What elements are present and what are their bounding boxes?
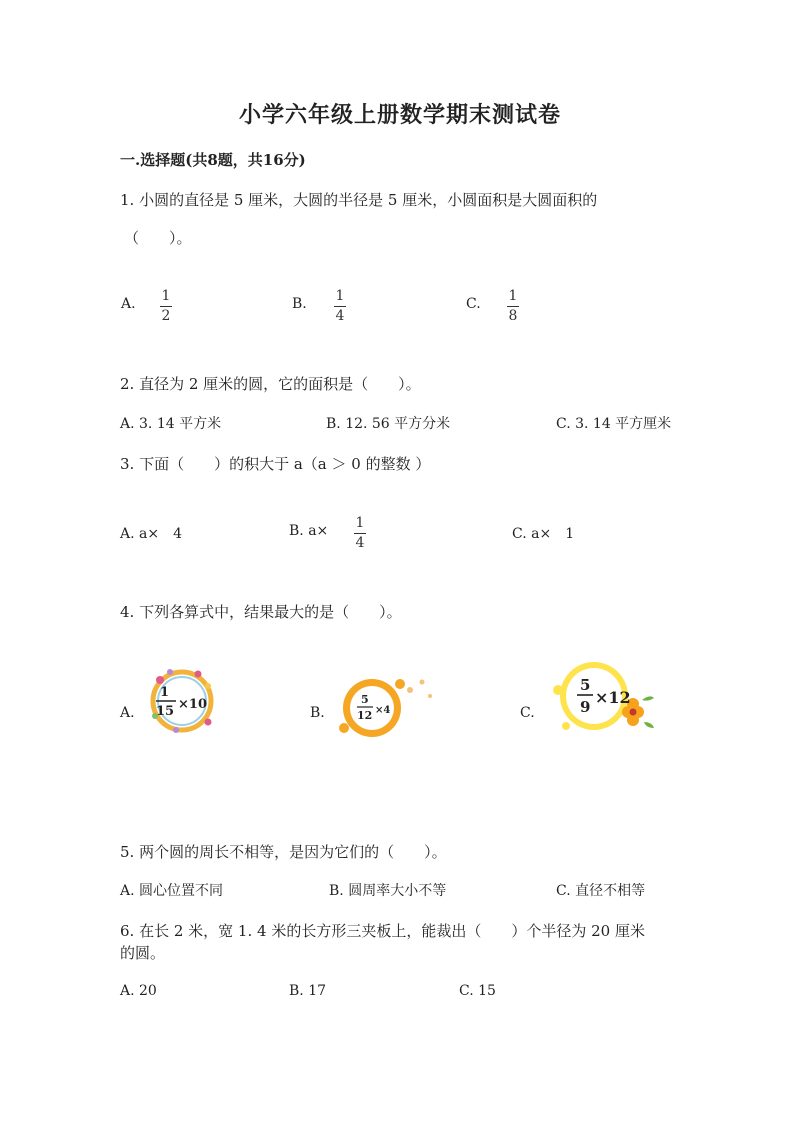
badge-a-denominator: 15	[156, 704, 175, 719]
q3-option-b-label[interactable]: B. a×	[289, 523, 329, 539]
fraction-numerator: 1	[335, 288, 345, 304]
q4-option-c-label[interactable]: C.	[520, 705, 535, 721]
fraction-bar	[160, 306, 172, 307]
question-3-text: 3. 下面（ ）的积大于 a（a ＞ 0 的整数 ）	[120, 455, 431, 473]
q1-option-a-label[interactable]: A.	[121, 296, 136, 312]
q2-option-b[interactable]: B. 12. 56 平方分米	[326, 416, 451, 432]
question-4-text: 4. 下列各算式中，结果最大的是（ ）。	[120, 603, 402, 621]
q3-option-b-fraction[interactable]	[354, 516, 366, 551]
q2-option-a[interactable]: A. 3. 14 平方米	[120, 416, 222, 432]
fraction-denominator: 4	[355, 535, 365, 551]
q3-option-a[interactable]: A. a× 4	[120, 526, 182, 542]
q4-option-b-badge[interactable]	[330, 672, 440, 742]
q6-option-a[interactable]: A. 20	[120, 983, 157, 999]
question-2-text: 2. 直径为 2 厘米的圆，它的面积是（ ）。	[120, 375, 421, 393]
q1-option-a-fraction[interactable]	[160, 289, 172, 324]
badge-c-denominator: 9	[580, 698, 591, 716]
badge-b-denominator: 12	[357, 709, 373, 722]
fraction-denominator: 2	[161, 308, 171, 324]
q1-option-b-fraction[interactable]	[334, 289, 346, 324]
q2-option-c[interactable]: C. 3. 14 平方厘米	[556, 416, 672, 432]
q1-option-c-label[interactable]: C.	[466, 296, 481, 312]
q6-option-c[interactable]: C. 15	[459, 983, 496, 999]
flower-wreath-icon	[146, 666, 222, 736]
q4-option-c-badge[interactable]	[546, 660, 658, 736]
fraction-denominator: 4	[335, 308, 345, 324]
q1-option-c-fraction[interactable]	[507, 289, 519, 324]
question-6-text: 6. 在长 2 米，宽 1. 4 米的长方形三夹板上，能裁出（ ）个半径为 20 厘米	[120, 922, 645, 940]
badge-b-numerator: 5	[361, 693, 369, 706]
q4-option-b-label[interactable]: B.	[310, 705, 325, 721]
flower-sun-badge-icon	[546, 660, 658, 736]
fraction-numerator: 1	[355, 515, 365, 531]
q5-option-b[interactable]: B. 圆周率大小不等	[329, 883, 447, 899]
badge-b-operator: ×4	[375, 705, 391, 716]
q3-option-c[interactable]: C. a× 1	[512, 526, 575, 542]
fraction-denominator: 8	[508, 308, 518, 324]
page-title: 小学六年级上册数学期末测试卷	[238, 102, 561, 128]
sun-badge-icon	[330, 672, 440, 742]
fraction-bar	[334, 306, 346, 307]
question-5-text: 5. 两个圆的周长不相等，是因为它们的（ ）。	[120, 843, 447, 861]
fraction-bar	[507, 306, 519, 307]
badge-c-operator: ×12	[595, 688, 631, 707]
section-heading: 一.选择题(共8题，共16分)	[120, 151, 306, 169]
q4-option-a-label[interactable]: A.	[120, 705, 135, 721]
badge-c-numerator: 5	[580, 676, 591, 694]
q1-option-b-label[interactable]: B.	[292, 296, 307, 312]
badge-a-numerator: 1	[160, 685, 170, 700]
question-6-text-cont: 的圆。	[120, 944, 166, 962]
question-1-text-cont: （ ）。	[124, 229, 192, 247]
q5-option-a[interactable]: A. 圆心位置不同	[120, 883, 224, 899]
fraction-bar	[354, 533, 366, 534]
q4-option-a-badge[interactable]	[146, 666, 222, 736]
fraction-numerator: 1	[161, 288, 171, 304]
question-1-text: 1. 小圆的直径是 5 厘米，大圆的半径是 5 厘米，小圆面积是大圆面积的	[120, 191, 598, 209]
fraction-numerator: 1	[508, 288, 518, 304]
badge-a-operator: ×10	[178, 697, 207, 712]
q5-option-c[interactable]: C. 直径不相等	[556, 883, 646, 899]
q6-option-b[interactable]: B. 17	[289, 983, 327, 999]
